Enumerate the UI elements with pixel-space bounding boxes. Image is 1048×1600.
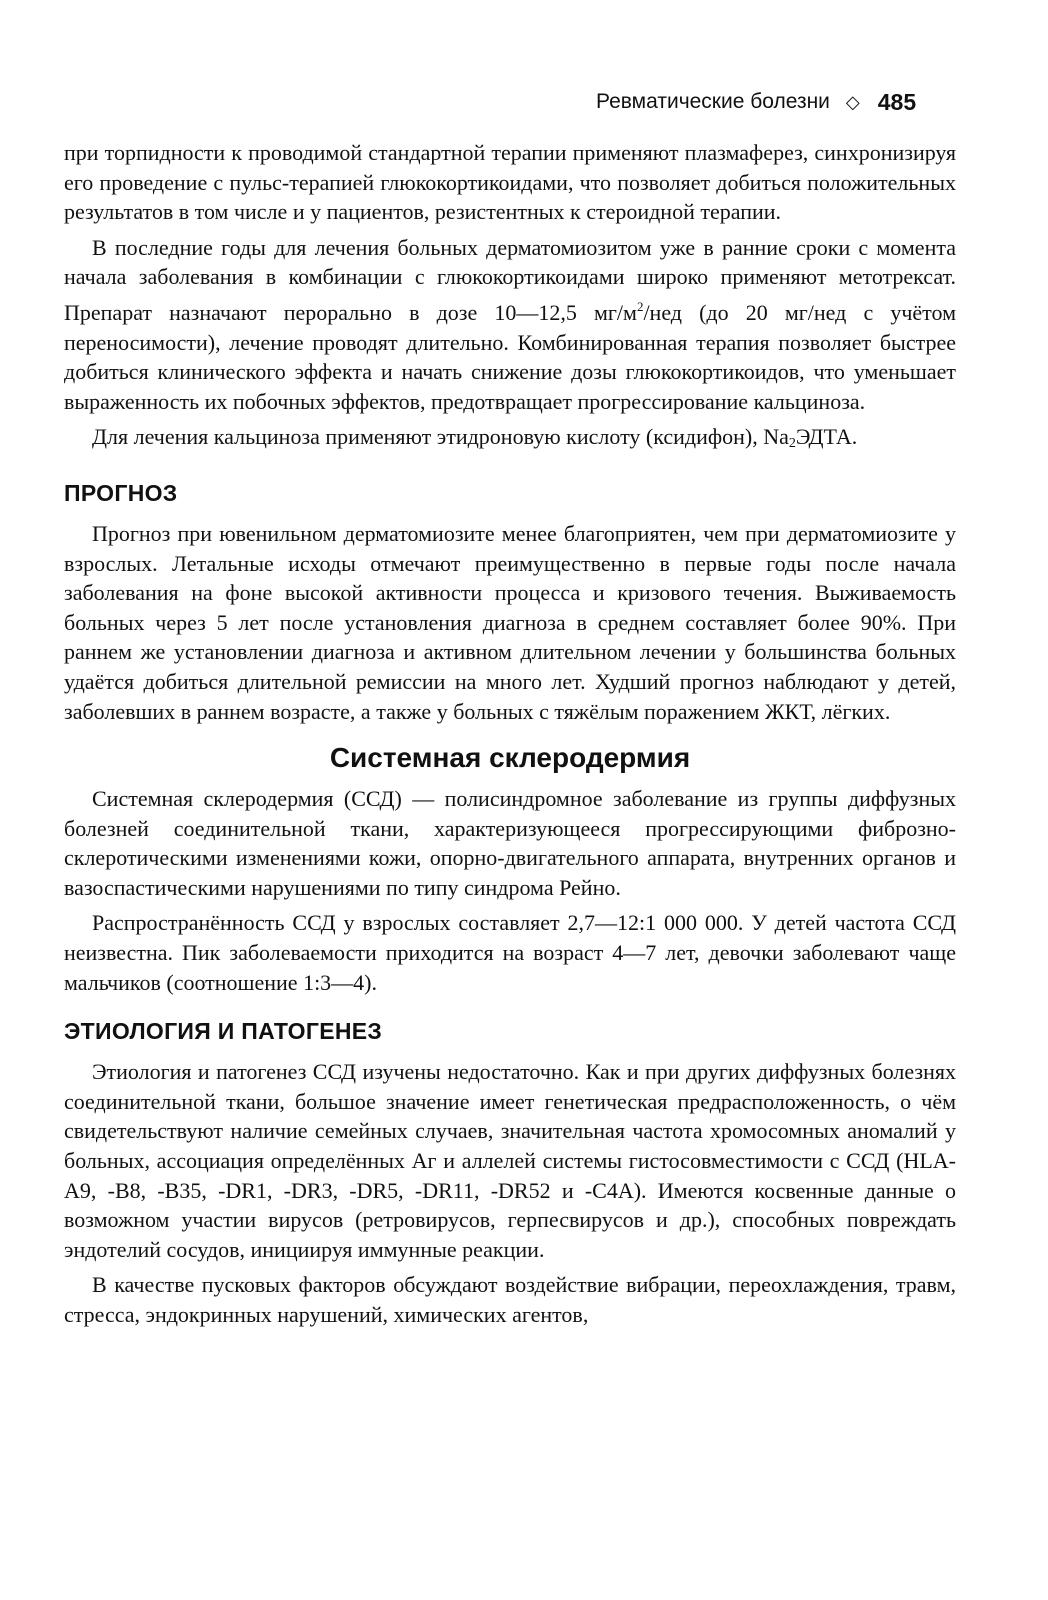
paragraph-calcinosis-part1: Для лечения кальциноза применяют этидроновую кислоту (ксидифон), Na (92, 424, 789, 450)
paragraph-methotrexate-part1: В последние годы для лечения больных дерматомиозитом уже в ранние сроки с момента начала заболевания в комбинации с глюкокортикоидами широко применяют метотрексат. Препарат назначают перорально в дозе 10—12,5 мг/м (64, 234, 956, 325)
superscript-2: 2 (636, 298, 644, 314)
heading-prognosis: ПРОГНОЗ (64, 479, 178, 506)
subscript-2: 2 (788, 436, 796, 452)
heading-systemic-scleroderma: Системная склеродермия (329, 742, 691, 774)
paragraph-plasmapheresis: при торпидности к проводимой стандартной терапии применяют плазмаферез, синхронизируя его проведение с пульс-терапией глюкокортикоидами, что позволяет добиться положительных результатов в том числе и у пациентов, резистентных к стероидной терапии. (64, 140, 956, 225)
paragraph-methotrexate (64, 233, 956, 417)
page-number: 485 (877, 88, 917, 115)
paragraph-calcinosis-part2: ЭДТА. (795, 424, 858, 450)
paragraph-definition: Системная склеродермия (ССД) — полисиндромное заболевание из группы диффузных болезней соединительной ткани, характеризующееся прогрессирующими фиброзно-склеротическими изменениями кожи, опорно-двигательного аппарата, внутренних органов и вазоспастическими нарушениями по типу синдрома Рейно. (64, 786, 956, 900)
paragraph-etiology: Этиология и патогенез ССД изучены недостаточно. Как и при других диффузных болезнях соединительной ткани, большое значение имеет генетическая предрасположенность, о чём свидетельствуют наличие семейных случаев, значительная частота хромосомных аномалий у больных, ассоциация определённых Аг и аллелей системы гистосовместимости с ССД (HLA-A9, -B8, -B35, -DR1, -DR3, -DR5, -DR11, -DR52 и -C4A). Имеются косвенные данные о возможном участии вирусов (ретровирусов, герпесвирусов и др.), способных повреждать эндотелий сосудов, инициируя иммунные реакции. (64, 1059, 956, 1262)
paragraph-calcinosis (64, 422, 956, 459)
paragraph-prognosis: Прогноз при ювенильном дерматомиозите менее благоприятен, чем при дерматомиозите у взрослых. Летальные исходы отмечают преимущественно в первые годы после начала заболевания на фоне высокой активности процесса и кризового течения. Выживаемость больных через 5 лет после установления диагноза в среднем составляет более 90%. При раннем же установлении диагноза и активном длительном лечении у большинства больных удаётся добиться длительной ремиссии на много лет. Худший прогноз наблюдают у детей, заболевших в раннем возрасте, а также у больных с тяжёлым поражением ЖКТ, лёгких. (64, 520, 956, 724)
paragraph-prevalence: Распространённость ССД у взрослых составляет 2,7—12:1 000 000. У детей частота ССД неизвестна. Пик заболеваемости приходится на возраст 4—7 лет, девочки заболевают чаще мальчиков (соотношение 1:3—4). (64, 910, 956, 995)
page-body (64, 138, 956, 1336)
paragraph-triggers: В качестве пусковых факторов обсуждают воздействие вибрации, переохлаждения, травм, стресса, эндокринных нарушений, химических агентов, (64, 1272, 956, 1327)
diamond-separator-icon: ◇ (845, 92, 860, 112)
running-header (596, 86, 956, 118)
running-title: Ревматические болезни (596, 90, 830, 113)
heading-etiology: ЭТИОЛОГИЯ И ПАТОГЕНЕЗ (64, 1018, 383, 1045)
paragraph-methotrexate-part2: /нед (до 20 мг/нед с учётом переносимости), лечение проводят длительно. Комбинированная терапия позволяет быстрее добиться клинического эффекта и начать снижение дозы глюкокортикоидов, что уменьшает выраженность их побочных эффектов, предотвращает прогрессирование кальциноза. (64, 299, 956, 414)
